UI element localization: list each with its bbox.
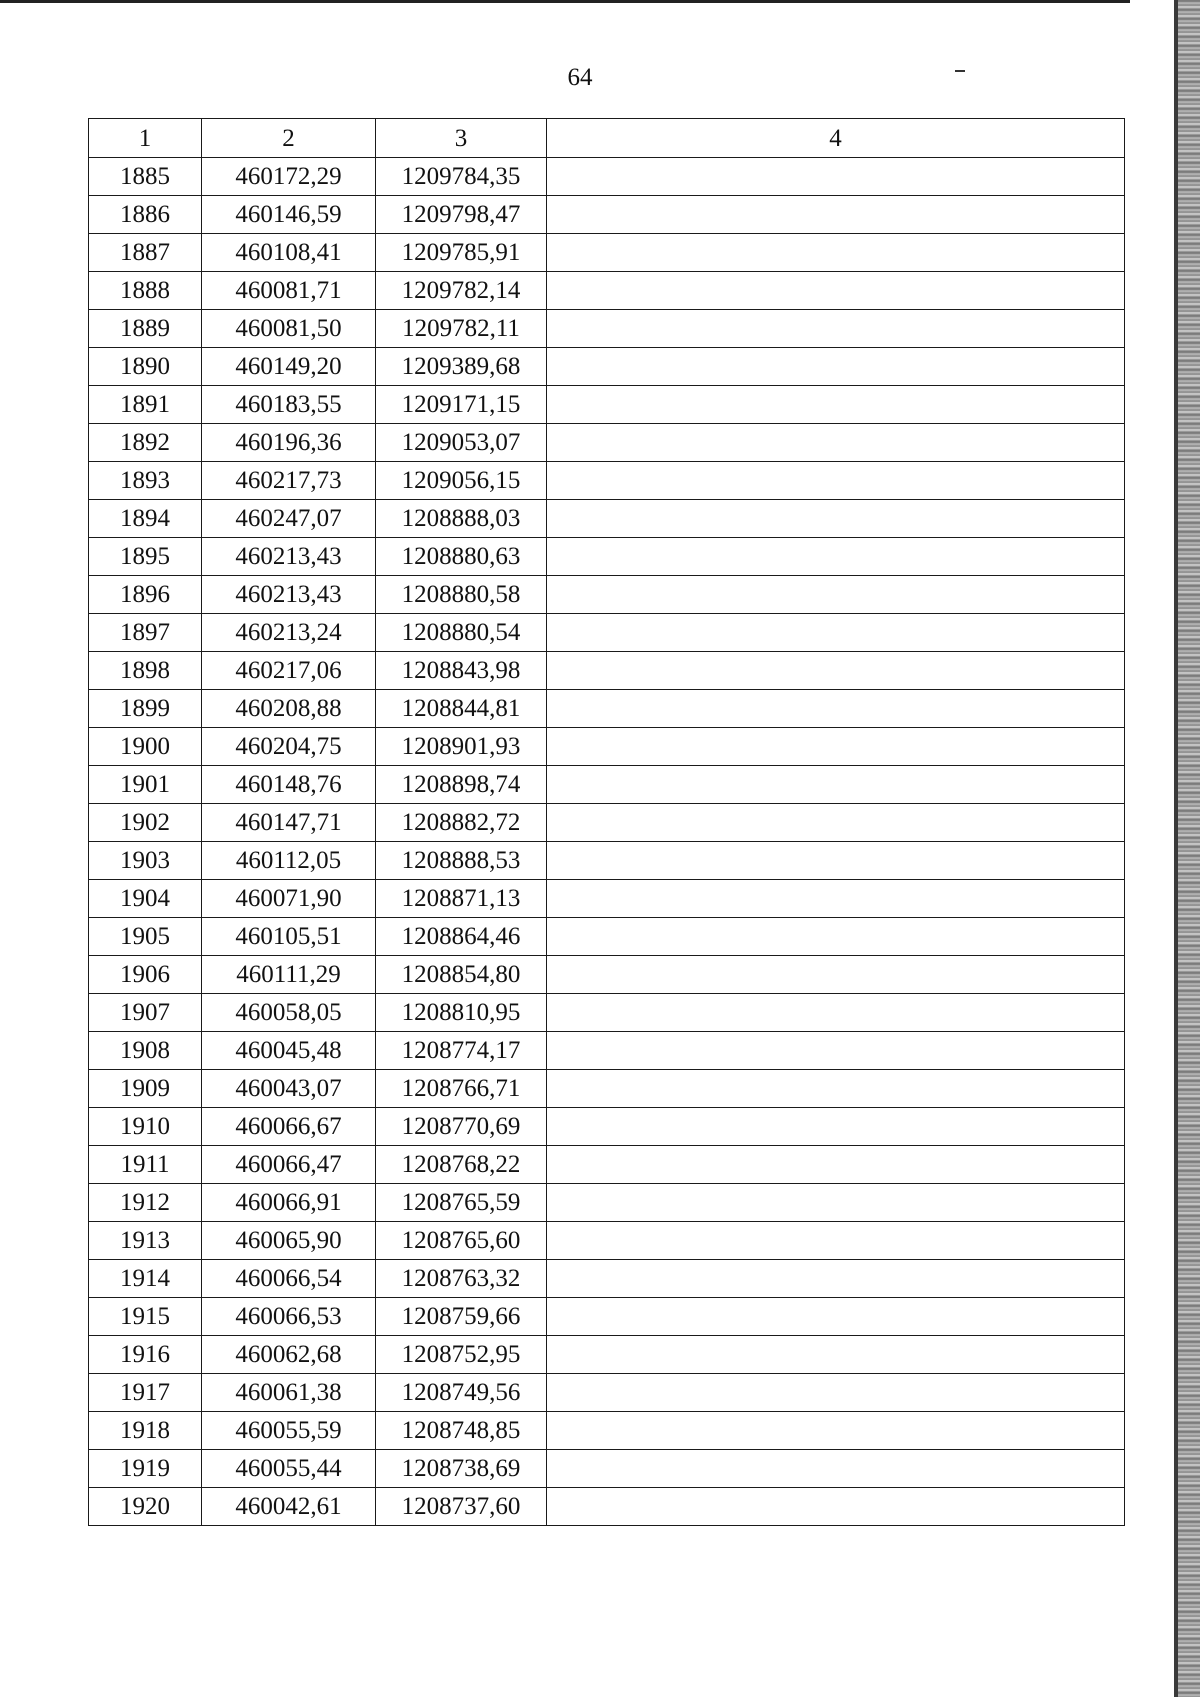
column-header-1: 1 xyxy=(89,119,202,158)
x-coordinate-cell: 460045,48 xyxy=(202,1032,376,1070)
table-row xyxy=(89,310,1125,348)
table-row xyxy=(89,880,1125,918)
notes-cell xyxy=(547,842,1125,880)
x-coordinate-cell: 460112,05 xyxy=(202,842,376,880)
notes-cell xyxy=(547,576,1125,614)
y-coordinate-cell: 1209785,91 xyxy=(376,234,547,272)
notes-cell xyxy=(547,918,1125,956)
scan-edge xyxy=(1178,0,1200,1697)
table-header xyxy=(89,119,1125,158)
notes-cell xyxy=(547,1450,1125,1488)
coordinates-table xyxy=(88,118,1125,1526)
y-coordinate-cell: 1208880,58 xyxy=(376,576,547,614)
y-coordinate-cell: 1208737,60 xyxy=(376,1488,547,1526)
x-coordinate-cell: 460055,59 xyxy=(202,1412,376,1450)
x-coordinate-cell: 460066,47 xyxy=(202,1146,376,1184)
table-row xyxy=(89,842,1125,880)
y-coordinate-cell: 1208888,53 xyxy=(376,842,547,880)
point-number-cell: 1885 xyxy=(89,158,202,196)
table-row xyxy=(89,994,1125,1032)
x-coordinate-cell: 460217,06 xyxy=(202,652,376,690)
x-coordinate-cell: 460065,90 xyxy=(202,1222,376,1260)
table-row xyxy=(89,462,1125,500)
y-coordinate-cell: 1208774,17 xyxy=(376,1032,547,1070)
y-coordinate-cell: 1208843,98 xyxy=(376,652,547,690)
y-coordinate-cell: 1208871,13 xyxy=(376,880,547,918)
table-row xyxy=(89,1374,1125,1412)
x-coordinate-cell: 460149,20 xyxy=(202,348,376,386)
point-number-cell: 1916 xyxy=(89,1336,202,1374)
y-coordinate-cell: 1208748,85 xyxy=(376,1412,547,1450)
y-coordinate-cell: 1209798,47 xyxy=(376,196,547,234)
table-row xyxy=(89,538,1125,576)
point-number-cell: 1914 xyxy=(89,1260,202,1298)
y-coordinate-cell: 1208844,81 xyxy=(376,690,547,728)
notes-cell xyxy=(547,386,1125,424)
x-coordinate-cell: 460055,44 xyxy=(202,1450,376,1488)
point-number-cell: 1919 xyxy=(89,1450,202,1488)
x-coordinate-cell: 460204,75 xyxy=(202,728,376,766)
page-number: 64 xyxy=(567,64,593,91)
table-row xyxy=(89,272,1125,310)
y-coordinate-cell: 1208765,60 xyxy=(376,1222,547,1260)
point-number-cell: 1899 xyxy=(89,690,202,728)
x-coordinate-cell: 460148,76 xyxy=(202,766,376,804)
y-coordinate-cell: 1208901,93 xyxy=(376,728,547,766)
notes-cell xyxy=(547,1184,1125,1222)
point-number-cell: 1909 xyxy=(89,1070,202,1108)
point-number-cell: 1918 xyxy=(89,1412,202,1450)
table-row xyxy=(89,1450,1125,1488)
x-coordinate-cell: 460146,59 xyxy=(202,196,376,234)
table-row xyxy=(89,766,1125,804)
notes-cell xyxy=(547,234,1125,272)
notes-cell xyxy=(547,1108,1125,1146)
y-coordinate-cell: 1209782,11 xyxy=(376,310,547,348)
point-number-cell: 1905 xyxy=(89,918,202,956)
top-rule xyxy=(0,0,1130,3)
y-coordinate-cell: 1208864,46 xyxy=(376,918,547,956)
corner-mark xyxy=(955,70,965,72)
table-row xyxy=(89,196,1125,234)
point-number-cell: 1895 xyxy=(89,538,202,576)
notes-cell xyxy=(547,614,1125,652)
x-coordinate-cell: 460213,43 xyxy=(202,538,376,576)
table-row xyxy=(89,728,1125,766)
table-row xyxy=(89,234,1125,272)
y-coordinate-cell: 1208766,71 xyxy=(376,1070,547,1108)
point-number-cell: 1900 xyxy=(89,728,202,766)
notes-cell xyxy=(547,690,1125,728)
x-coordinate-cell: 460213,24 xyxy=(202,614,376,652)
notes-cell xyxy=(547,1032,1125,1070)
notes-cell xyxy=(547,158,1125,196)
y-coordinate-cell: 1208738,69 xyxy=(376,1450,547,1488)
table-row xyxy=(89,576,1125,614)
table-row xyxy=(89,424,1125,462)
y-coordinate-cell: 1208765,59 xyxy=(376,1184,547,1222)
x-coordinate-cell: 460105,51 xyxy=(202,918,376,956)
table-row xyxy=(89,1146,1125,1184)
point-number-cell: 1893 xyxy=(89,462,202,500)
notes-cell xyxy=(547,1260,1125,1298)
table-row xyxy=(89,1298,1125,1336)
table-row xyxy=(89,956,1125,994)
table-row xyxy=(89,1336,1125,1374)
point-number-cell: 1913 xyxy=(89,1222,202,1260)
notes-cell xyxy=(547,1070,1125,1108)
y-coordinate-cell: 1208749,56 xyxy=(376,1374,547,1412)
notes-cell xyxy=(547,1222,1125,1260)
point-number-cell: 1886 xyxy=(89,196,202,234)
point-number-cell: 1906 xyxy=(89,956,202,994)
notes-cell xyxy=(547,272,1125,310)
point-number-cell: 1887 xyxy=(89,234,202,272)
table-row xyxy=(89,500,1125,538)
x-coordinate-cell: 460147,71 xyxy=(202,804,376,842)
point-number-cell: 1920 xyxy=(89,1488,202,1526)
point-number-cell: 1894 xyxy=(89,500,202,538)
y-coordinate-cell: 1208882,72 xyxy=(376,804,547,842)
table-row xyxy=(89,1032,1125,1070)
x-coordinate-cell: 460213,43 xyxy=(202,576,376,614)
point-number-cell: 1891 xyxy=(89,386,202,424)
point-number-cell: 1907 xyxy=(89,994,202,1032)
y-coordinate-cell: 1208763,32 xyxy=(376,1260,547,1298)
y-coordinate-cell: 1208770,69 xyxy=(376,1108,547,1146)
x-coordinate-cell: 460042,61 xyxy=(202,1488,376,1526)
table-row xyxy=(89,1184,1125,1222)
table-row xyxy=(89,158,1125,196)
table-row xyxy=(89,690,1125,728)
table-row xyxy=(89,1412,1125,1450)
x-coordinate-cell: 460071,90 xyxy=(202,880,376,918)
y-coordinate-cell: 1208759,66 xyxy=(376,1298,547,1336)
y-coordinate-cell: 1208810,95 xyxy=(376,994,547,1032)
y-coordinate-cell: 1209056,15 xyxy=(376,462,547,500)
table-row xyxy=(89,386,1125,424)
table-row xyxy=(89,1108,1125,1146)
table-row xyxy=(89,1070,1125,1108)
notes-cell xyxy=(547,994,1125,1032)
notes-cell xyxy=(547,880,1125,918)
notes-cell xyxy=(547,348,1125,386)
notes-cell xyxy=(547,1298,1125,1336)
column-header-4: 4 xyxy=(547,119,1125,158)
y-coordinate-cell: 1209784,35 xyxy=(376,158,547,196)
x-coordinate-cell: 460172,29 xyxy=(202,158,376,196)
x-coordinate-cell: 460061,38 xyxy=(202,1374,376,1412)
table-row xyxy=(89,652,1125,690)
y-coordinate-cell: 1208880,54 xyxy=(376,614,547,652)
y-coordinate-cell: 1208888,03 xyxy=(376,500,547,538)
table-row xyxy=(89,918,1125,956)
table-row xyxy=(89,804,1125,842)
point-number-cell: 1917 xyxy=(89,1374,202,1412)
point-number-cell: 1898 xyxy=(89,652,202,690)
x-coordinate-cell: 460183,55 xyxy=(202,386,376,424)
notes-cell xyxy=(547,462,1125,500)
point-number-cell: 1901 xyxy=(89,766,202,804)
point-number-cell: 1889 xyxy=(89,310,202,348)
notes-cell xyxy=(547,310,1125,348)
table-row xyxy=(89,1260,1125,1298)
notes-cell xyxy=(547,1146,1125,1184)
point-number-cell: 1897 xyxy=(89,614,202,652)
x-coordinate-cell: 460066,91 xyxy=(202,1184,376,1222)
x-coordinate-cell: 460081,50 xyxy=(202,310,376,348)
notes-cell xyxy=(547,1488,1125,1526)
x-coordinate-cell: 460208,88 xyxy=(202,690,376,728)
point-number-cell: 1904 xyxy=(89,880,202,918)
notes-cell xyxy=(547,1412,1125,1450)
point-number-cell: 1910 xyxy=(89,1108,202,1146)
table-row xyxy=(89,1488,1125,1526)
x-coordinate-cell: 460066,53 xyxy=(202,1298,376,1336)
x-coordinate-cell: 460196,36 xyxy=(202,424,376,462)
point-number-cell: 1896 xyxy=(89,576,202,614)
x-coordinate-cell: 460217,73 xyxy=(202,462,376,500)
point-number-cell: 1908 xyxy=(89,1032,202,1070)
notes-cell xyxy=(547,1336,1125,1374)
notes-cell xyxy=(547,652,1125,690)
notes-cell xyxy=(547,804,1125,842)
point-number-cell: 1890 xyxy=(89,348,202,386)
point-number-cell: 1888 xyxy=(89,272,202,310)
x-coordinate-cell: 460066,54 xyxy=(202,1260,376,1298)
x-coordinate-cell: 460043,07 xyxy=(202,1070,376,1108)
point-number-cell: 1903 xyxy=(89,842,202,880)
x-coordinate-cell: 460108,41 xyxy=(202,234,376,272)
y-coordinate-cell: 1208752,95 xyxy=(376,1336,547,1374)
y-coordinate-cell: 1208854,80 xyxy=(376,956,547,994)
table-row xyxy=(89,614,1125,652)
y-coordinate-cell: 1209389,68 xyxy=(376,348,547,386)
notes-cell xyxy=(547,956,1125,994)
notes-cell xyxy=(547,196,1125,234)
x-coordinate-cell: 460247,07 xyxy=(202,500,376,538)
notes-cell xyxy=(547,538,1125,576)
table-header-row xyxy=(89,119,1125,158)
x-coordinate-cell: 460111,29 xyxy=(202,956,376,994)
y-coordinate-cell: 1208768,22 xyxy=(376,1146,547,1184)
column-header-3: 3 xyxy=(376,119,547,158)
x-coordinate-cell: 460062,68 xyxy=(202,1336,376,1374)
point-number-cell: 1902 xyxy=(89,804,202,842)
point-number-cell: 1892 xyxy=(89,424,202,462)
notes-cell xyxy=(547,424,1125,462)
x-coordinate-cell: 460058,05 xyxy=(202,994,376,1032)
x-coordinate-cell: 460066,67 xyxy=(202,1108,376,1146)
point-number-cell: 1915 xyxy=(89,1298,202,1336)
y-coordinate-cell: 1209782,14 xyxy=(376,272,547,310)
notes-cell xyxy=(547,1374,1125,1412)
y-coordinate-cell: 1209053,07 xyxy=(376,424,547,462)
y-coordinate-cell: 1208898,74 xyxy=(376,766,547,804)
y-coordinate-cell: 1208880,63 xyxy=(376,538,547,576)
table-row xyxy=(89,348,1125,386)
x-coordinate-cell: 460081,71 xyxy=(202,272,376,310)
point-number-cell: 1911 xyxy=(89,1146,202,1184)
notes-cell xyxy=(547,500,1125,538)
y-coordinate-cell: 1209171,15 xyxy=(376,386,547,424)
notes-cell xyxy=(547,728,1125,766)
column-header-2: 2 xyxy=(202,119,376,158)
table-body xyxy=(89,158,1125,1526)
point-number-cell: 1912 xyxy=(89,1184,202,1222)
table-row xyxy=(89,1222,1125,1260)
notes-cell xyxy=(547,766,1125,804)
